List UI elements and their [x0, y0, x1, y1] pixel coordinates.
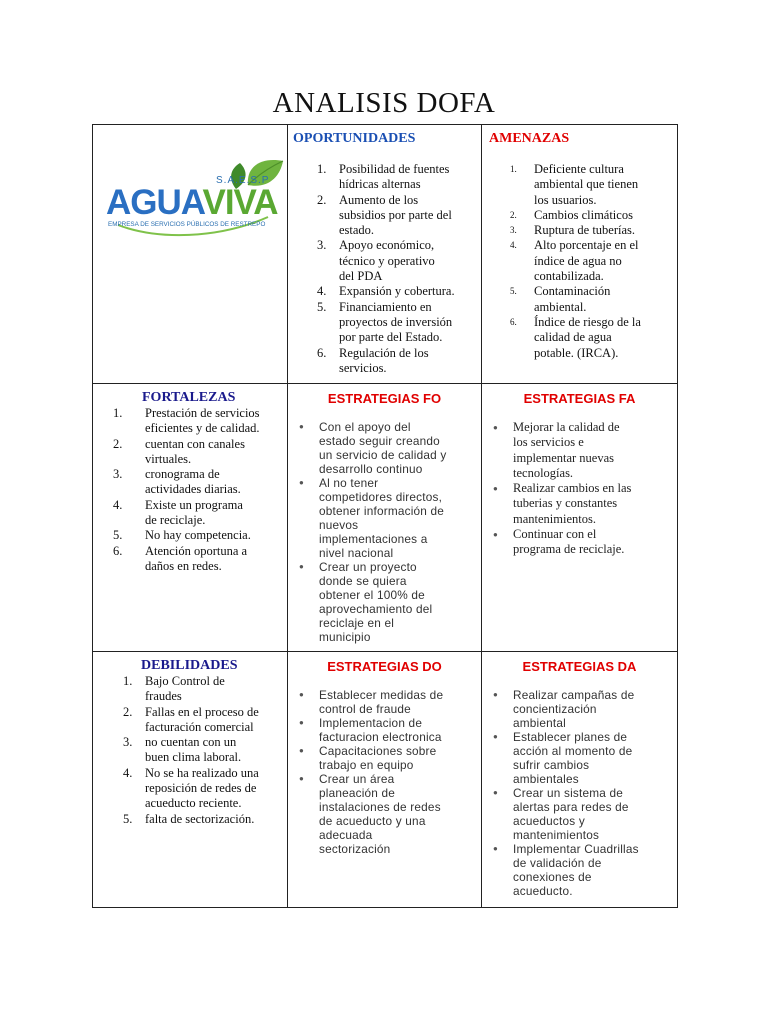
list-item	[288, 346, 481, 377]
logo-brand-viva: VIVA	[202, 183, 278, 222]
item-text-line: Financiamiento en	[339, 299, 432, 314]
item-text-line: municipio	[319, 630, 371, 644]
list-item	[93, 544, 287, 575]
item-number: 3.	[317, 238, 327, 253]
item-text-line: falta de sectorización.	[145, 811, 255, 826]
list-item	[288, 193, 481, 239]
list-item	[93, 498, 287, 529]
estrategias-fo-list	[288, 420, 481, 644]
item-text-line: tuberias y constantes	[513, 496, 618, 511]
item-text-line: acción al momento de	[513, 744, 633, 758]
item-text-line: Crear un área	[319, 772, 395, 786]
logo-brand	[106, 185, 278, 221]
item-text-line: Atención oportuna a	[145, 543, 248, 558]
oportunidades-heading: OPORTUNIDADES	[293, 131, 416, 146]
item-text-line: Prestación de servicios	[145, 406, 260, 420]
item-text-line: eficientes y de calidad.	[145, 421, 260, 436]
estrategias-do-list	[288, 688, 481, 856]
item-text-line: Mejorar la calidad de	[513, 420, 620, 434]
debilidades-cell	[93, 652, 288, 908]
list-item	[482, 527, 677, 558]
item-text-line: sufrir cambios	[513, 758, 590, 772]
item-text-line: Ruptura de tuberías.	[534, 223, 636, 238]
item-text-line: estado.	[339, 223, 375, 238]
item-text-line: competidores directos,	[319, 490, 443, 504]
item-text-line: Implementacion de	[319, 716, 423, 730]
item-text-line: contabilizada.	[534, 269, 604, 284]
item-number: 4.	[317, 284, 327, 299]
estrategias-fo-heading: ESTRATEGIAS FO	[327, 391, 442, 406]
fortalezas-heading: FORTALEZAS	[142, 390, 236, 405]
item-number: 5.	[510, 286, 517, 297]
list-item	[93, 467, 287, 498]
item-text-line: Establecer medidas de	[319, 688, 444, 702]
item-text-line: instalaciones de redes	[319, 800, 441, 814]
item-text-line: acueductos y	[513, 814, 585, 828]
item-text-line: virtuales.	[145, 451, 192, 466]
oportunidades-list	[288, 162, 481, 376]
item-text-line: actividades diarias.	[145, 482, 241, 497]
item-text-line: técnico y operativo	[339, 253, 435, 268]
logo-brand-agua: AGUA	[106, 183, 203, 222]
list-item	[93, 437, 287, 468]
item-number: 3.	[510, 225, 517, 236]
list-item	[288, 300, 481, 346]
item-text-line: obtener el 100% de	[319, 588, 425, 602]
item-text-line: Al no tener	[319, 476, 379, 490]
item-number: 1.	[510, 164, 517, 174]
item-text-line: control de fraude	[319, 702, 411, 716]
item-text-line: los servicios e	[513, 435, 584, 450]
estrategias-da-heading: ESTRATEGIAS DA	[522, 659, 637, 674]
item-text-line: cuentan con canales	[145, 436, 245, 451]
item-number: 3.	[113, 467, 123, 482]
list-item	[482, 208, 677, 223]
item-number: 2.	[510, 209, 517, 220]
item-text-line: daños en redes.	[145, 558, 222, 573]
item-text-line: Realizar cambios en las	[513, 481, 632, 496]
item-number: 1.	[123, 674, 133, 688]
fortalezas-list	[93, 406, 287, 574]
list-item	[288, 744, 481, 772]
item-text-line: Implementar Cuadrillas	[513, 842, 639, 856]
item-text-line: tecnologías.	[513, 465, 574, 480]
item-text-line: de validación de	[513, 856, 602, 870]
list-item	[482, 842, 677, 898]
item-number: 6.	[510, 316, 517, 327]
list-item	[482, 786, 677, 842]
item-text-line: un servicio de calidad y	[319, 448, 447, 462]
item-text-line: Aumento de los	[339, 192, 419, 207]
item-number: 2.	[113, 436, 123, 451]
item-text-line: cronograma de	[145, 467, 220, 482]
item-text-line: reposición de redes de	[145, 781, 257, 796]
list-item	[288, 688, 481, 716]
item-text-line: Regulación de los	[339, 345, 429, 360]
item-text-line: Con el apoyo del	[319, 420, 411, 434]
item-text-line: alertas para redes de	[513, 800, 629, 814]
estrategias-fa-cell	[482, 384, 678, 652]
logo-cell	[93, 125, 288, 384]
item-text-line: aprovechamiento del	[319, 602, 433, 616]
item-text-line: No hay competencia.	[145, 528, 251, 543]
item-text-line: ambiental.	[534, 299, 587, 314]
debilidades-list	[93, 674, 287, 827]
item-text-line: potable. (IRCA).	[534, 345, 619, 360]
amenazas-list	[482, 162, 677, 361]
item-number: 1.	[317, 162, 327, 176]
item-text-line: mantenimientos	[513, 828, 600, 842]
estrategias-da-list	[482, 688, 677, 898]
item-text-line: facturacion electronica	[319, 730, 442, 744]
list-item	[482, 284, 677, 315]
item-text-line: ambiental que tienen	[534, 177, 639, 192]
list-item	[482, 315, 677, 361]
list-item	[93, 528, 287, 543]
item-text-line: ambiental	[513, 716, 566, 730]
item-number: 4.	[113, 497, 123, 512]
item-number: 6.	[113, 543, 123, 558]
list-item	[288, 162, 481, 193]
item-text-line: Crear un sistema de	[513, 786, 624, 800]
dofa-matrix	[92, 124, 678, 908]
list-item	[482, 688, 677, 730]
list-item	[288, 420, 481, 476]
list-item	[93, 766, 287, 812]
estrategias-da-cell	[482, 652, 678, 908]
item-number: 2.	[123, 704, 133, 719]
estrategias-do-cell	[288, 652, 482, 908]
item-text-line: del PDA	[339, 269, 383, 284]
item-text-line: donde se quiera	[319, 574, 407, 588]
item-text-line: nivel nacional	[319, 546, 394, 560]
item-text-line: Apoyo económico,	[339, 238, 435, 253]
list-item	[482, 420, 677, 481]
item-text-line: Realizar campañas de	[513, 688, 635, 702]
item-text-line: acueducto.	[513, 884, 573, 898]
item-number: 4.	[123, 765, 133, 780]
oportunidades-cell	[288, 125, 482, 384]
debilidades-heading: DEBILIDADES	[141, 658, 238, 673]
item-number: 5.	[113, 528, 123, 543]
list-item	[93, 705, 287, 736]
item-number: 2.	[317, 192, 327, 207]
logo-small-text: S.A.E.S.P	[216, 175, 270, 186]
item-text-line: trabajo en equipo	[319, 758, 414, 772]
amenazas-heading: AMENAZAS	[489, 131, 570, 146]
list-item	[288, 716, 481, 744]
item-text-line: mantenimientos.	[513, 511, 596, 526]
item-text-line: buen clima laboral.	[145, 750, 242, 765]
amenazas-cell	[482, 125, 678, 384]
item-text-line: facturación comercial	[145, 719, 254, 734]
item-text-line: servicios.	[339, 360, 387, 375]
item-text-line: los usuarios.	[534, 192, 597, 207]
item-text-line: proyectos de inversión	[339, 314, 453, 329]
list-item	[482, 162, 677, 208]
list-item	[93, 674, 287, 705]
list-item	[482, 223, 677, 238]
item-text-line: Existe un programa	[145, 497, 243, 512]
item-number: 5.	[317, 299, 327, 314]
item-text-line: estado seguir creando	[319, 434, 440, 448]
item-text-line: programa de reciclaje.	[513, 542, 625, 557]
item-number: 4.	[510, 240, 517, 251]
item-text-line: Contaminación	[534, 284, 611, 299]
item-text-line: obtener información de	[319, 504, 445, 518]
list-item	[288, 284, 481, 299]
list-item	[93, 406, 287, 437]
item-text-line: No se ha realizado una	[145, 765, 259, 780]
item-text-line: ambientales	[513, 772, 579, 786]
item-text-line: Cambios climáticos	[534, 207, 633, 222]
estrategias-fo-cell	[288, 384, 482, 652]
aguaviva-logo	[98, 155, 288, 245]
item-text-line: por parte del Estado.	[339, 330, 443, 345]
page-title: ANALISIS DOFA	[272, 87, 496, 119]
list-item	[482, 730, 677, 786]
list-item	[482, 481, 677, 527]
item-text-line: de acueducto y una	[319, 814, 426, 828]
item-number: 5.	[123, 811, 133, 826]
item-number: 6.	[317, 345, 327, 360]
item-text-line: Bajo Control de	[145, 674, 225, 688]
item-text-line: Fallas en el proceso de	[145, 704, 259, 719]
item-text-line: desarrollo continuo	[319, 462, 423, 476]
estrategias-do-heading: ESTRATEGIAS DO	[327, 659, 442, 674]
item-text-line: conexiones de	[513, 870, 592, 884]
fortalezas-cell	[93, 384, 288, 652]
item-text-line: planeación de	[319, 786, 396, 800]
item-text-line: nuevos	[319, 518, 359, 532]
item-text-line: calidad de agua	[534, 330, 612, 345]
item-number: 3.	[123, 735, 133, 750]
item-text-line: Crear un proyecto	[319, 560, 417, 574]
item-text-line: hídricas alternas	[339, 177, 421, 192]
item-text-line: no cuentan con un	[145, 735, 237, 750]
item-number: 1.	[113, 406, 123, 420]
item-text-line: implementar nuevas	[513, 450, 615, 465]
item-text-line: acueducto reciente.	[145, 796, 242, 811]
list-item	[288, 772, 481, 856]
item-text-line: implementaciones a	[319, 532, 428, 546]
item-text-line: sectorización	[319, 842, 391, 856]
estrategias-fa-list	[482, 420, 677, 558]
list-item	[288, 476, 481, 560]
item-text-line: Índice de riesgo de la	[534, 314, 641, 329]
item-text-line: Establecer planes de	[513, 730, 628, 744]
estrategias-fa-heading: ESTRATEGIAS FA	[523, 391, 636, 406]
item-text-line: Deficiente cultura	[534, 162, 624, 176]
item-text-line: de reciclaje.	[145, 513, 206, 528]
list-item	[288, 238, 481, 284]
item-text-line: Posibilidad de fuentes	[339, 162, 450, 176]
item-text-line: índice de agua no	[534, 253, 622, 268]
item-text-line: fraudes	[145, 689, 182, 704]
list-item	[93, 812, 287, 827]
item-text-line: Capacitaciones sobre	[319, 744, 437, 758]
list-item	[288, 560, 481, 644]
item-text-line: Alto porcentaje en el	[534, 238, 639, 253]
item-text-line: reciclaje en el	[319, 616, 395, 630]
item-text-line: subsidios por parte del	[339, 207, 452, 222]
item-text-line: adecuada	[319, 828, 373, 842]
item-text-line: concientización	[513, 702, 597, 716]
logo-tagline: EMPRESA DE SERVICIOS PÚBLICOS DE RESTREPO	[108, 221, 266, 228]
item-text-line: Expansión y cobertura.	[339, 284, 455, 299]
item-text-line: Continuar con el	[513, 527, 597, 542]
list-item	[482, 238, 677, 284]
list-item	[93, 735, 287, 766]
